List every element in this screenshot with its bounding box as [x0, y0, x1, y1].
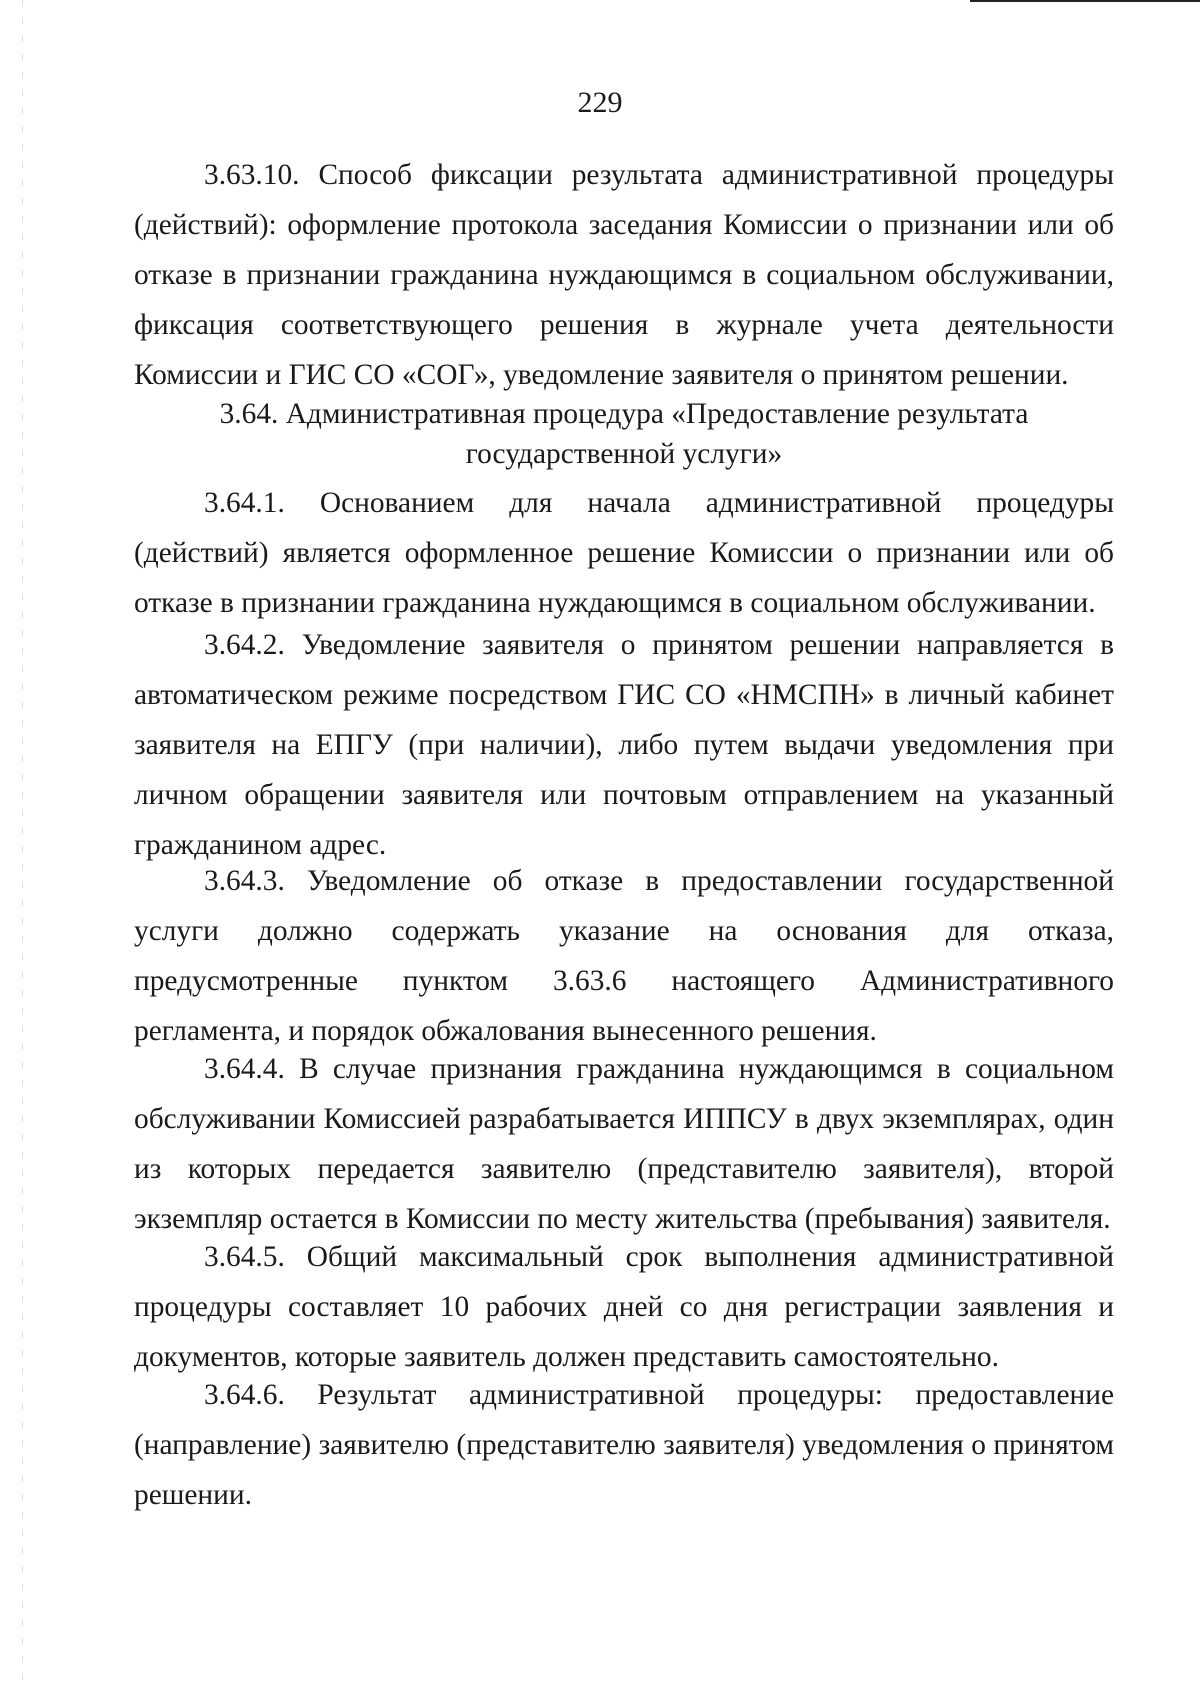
- paragraph-3-64-6: [134, 1370, 1114, 1520]
- paragraph-3-64-2: [134, 620, 1114, 870]
- paragraph-text: 3.64.2. Уведомление заявителя о принятом решении направляется в автоматическом режиме посредством ГИС СО «НМСПН» в личный кабинет заявителя на ЕПГУ (при наличии), либо путем выдачи уведомления при личном обращении заявителя или почтовым отправлением на указанный гражданином адрес.: [134, 629, 1114, 861]
- paragraph-3-63-10: [134, 150, 1114, 400]
- page-number: 229: [577, 86, 623, 119]
- scan-edge-top: [970, 0, 1200, 2]
- scan-edge-left: [22, 0, 23, 1685]
- paragraph-3-64-3: [134, 856, 1114, 1056]
- section-heading-line-1: 3.64. Административная процедура «Предоставление результата: [219, 398, 1029, 430]
- paragraph-text: 3.64.3. Уведомление об отказе в предоставлении государственной услуги должно содержать указание на основания для отказа, предусмотренные пунктом 3.63.6 настоящего Административного регламента, и порядок обжалования вынесенного решения.: [134, 865, 1114, 1047]
- paragraph-3-64-4: [134, 1044, 1114, 1244]
- section-heading-line-2: государственной услуги»: [465, 438, 783, 470]
- paragraph-text: 3.64.4. В случае признания гражданина нуждающимся в социальном обслуживании Комиссией разрабатывается ИППСУ в двух экземплярах, один из которых передается заявителю (представителю заявителя), второй экземпляр остается в Комиссии по месту жительства (пребывания) заявителя.: [134, 1053, 1114, 1235]
- paragraph-3-64-5: [134, 1232, 1114, 1382]
- paragraph-3-64-1: [134, 478, 1114, 628]
- paragraph-text: 3.64.5. Общий максимальный срок выполнения административной процедуры составляет 10 рабочих дней со дня регистрации заявления и документов, которые заявитель должен представить самостоятельно.: [134, 1241, 1114, 1373]
- paragraph-text: 3.64.6. Результат административной процедуры: предоставление (направление) заявителю (представителю заявителя) уведомления о принятом решении.: [134, 1379, 1114, 1511]
- paragraph-text: 3.64.1. Основанием для начала административной процедуры (действий) является оформленное решение Комиссии о признании или об отказе в признании гражданина нуждающимся в социальном обслуживании.: [134, 487, 1114, 619]
- section-heading-3-64: [134, 394, 1114, 474]
- paragraph-text: 3.63.10. Способ фиксации результата административной процедуры (действий): оформление протокола заседания Комиссии о признании или об отказе в признании гражданина нуждающимся в социальном обслуживании, фиксация соответствующего решения в журнале учета деятельности Комиссии и ГИС СО «СОГ», уведомление заявителя о принятом решении.: [134, 159, 1114, 391]
